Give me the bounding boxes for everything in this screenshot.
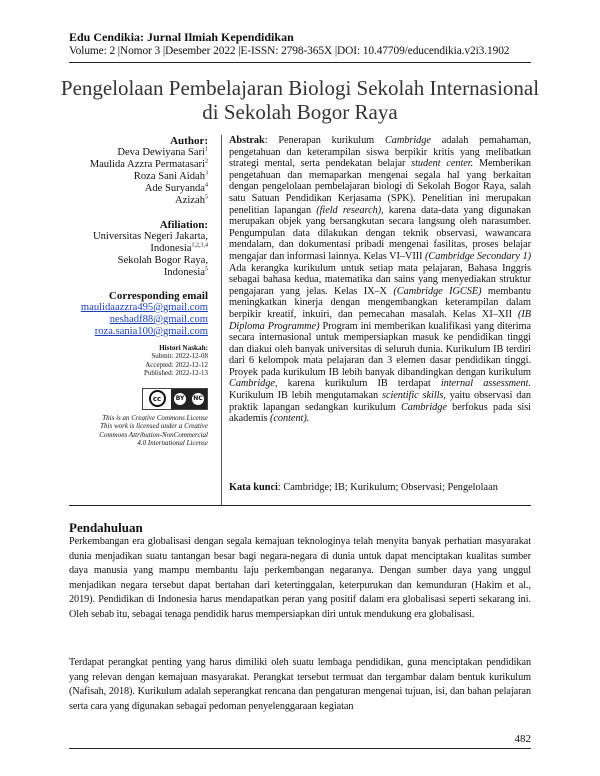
author-heading: Author: <box>170 135 208 147</box>
submit-date: Submit: 2022-12-08 <box>151 352 208 361</box>
affiliation-1-line-2: Indonesia$^{1,2,3,4}$ <box>150 242 208 254</box>
abstract-rule <box>69 505 531 506</box>
author-3: Roza Sani Aidah$^3$ <box>133 170 208 182</box>
keywords-heading: Kata kunci <box>229 482 278 493</box>
cc-license-badge-wrap <box>69 388 208 410</box>
email-link-2[interactable]: neshadf88@gmail.com <box>109 314 208 325</box>
author-4: Ade Suryanda$^4$ <box>144 182 208 194</box>
article-sidebar <box>69 135 208 448</box>
affiliation-1-line-1: Universitas Negeri Jakarta, <box>92 231 208 242</box>
body-paragraph-2: Terdapat perangkat penting yang harus dimiliki oleh suatu lembaga pendidikan, guna menciptakan pendidikan yang relevan dengan kemajuan masyarakat. Perangkat tersebut termuat dan tergambar dalam bentuk kurikulum (Nafisah, 2018). Kurikulum adalah seperangkat rencana dan pengaturan mengenai tujuan, isi, dan bahan pelajaran serta cara yang digunakan sebagai pedoman penyelenggaraan kegiatan <box>69 657 531 712</box>
journal-meta: Volume: 2 |Nomor 3 |Desember 2022 |E-ISSN: 2798-365X |DOI: 10.47709/educendikia.v2i3.1902 <box>69 45 510 57</box>
title-line-2: di Sekolah Bogor Raya <box>202 100 398 124</box>
author-5: Azizah$^5$ <box>175 194 208 206</box>
column-divider <box>221 135 222 505</box>
license-line-4: 4.0 International License <box>137 439 208 448</box>
title-line-1: Pengelolaan Pembelajaran Biologi Sekolah Internasional <box>60 76 540 100</box>
history-heading: Histori Naskah: <box>159 344 208 352</box>
header-rule <box>69 62 531 63</box>
author-2: Maulida Azzra Permatasari$^2$ <box>89 158 208 170</box>
paper-title <box>60 76 540 124</box>
journal-name: Edu Cendikia: Jurnal Ilmiah Kependidikan <box>69 30 294 44</box>
license-text <box>69 414 208 448</box>
abstract-text: Abstrak: Penerapan kurikulum Cambridge adalah pemahaman, pengetahuan dan keterampilan siswa berpikir kritis yang melibatkan strategi mental, serta pendekatan belajar student center. Memberikan pengetahuan dan memaparkan mengenai segala hal yang berkaitan dengan pengelolaan pembelajaran biologi di Sekolah Bogor Raya, salah satu Satuan Pendidikan Kerjasama (SPK). Penelitian ini merupakan penelitian lapangan (field research), karena data-data yang digunakan merupakan objek yang bersangkutan secara langsung oleh narasumber. Pengumpulan data dilakukan dengan teknik observasi, wawancara mendalam, dan dokumentasi pribadi mengenai fasilitas, proses belajar mengajar dan informasi lainnya. Kelas VI–VIII (Cambridge Secondary 1) Ada kerangka kurikulum untuk setiap mata pelajaran, Bahasa Inggris sebagai bahasa kedua, matematika dan sains yang menyediakan struktur pengajaran yang jelas. Kelas IX–X (Cambridge IGCSE) membantu meningkatkan kinerja dengan mengembangkan keterampilan dalam berpikir kreatif, inkuiri, dan pemecahan masalah. Kelas XI–XII (IB Diploma Programme) Program ini memberikan kualifikasi yang diterima secara internasional untuk mempersiapkan masuk ke pendidikan tinggi dan diakui oleh banyak universitas di seluruh dunia. Kurikulum IB terdiri dari 6 kelompok mata pelajaran dan 3 elemen dasar pendidikan tinggi. Proyek pada kurikulum IB lebih banyak dibandingkan dengan kurikulum Cambridge, karena kurikulum IB terdapat internal assessment. Kurikulum IB lebih mengutamakan scientific skills, yaitu observasi dan praktik lapangan sedangkan kurikulum Cambridge berfokus pada sisi akademis (content). <box>229 135 532 425</box>
email-link-1[interactable]: maulidaazzra495@gmail.com <box>80 302 208 313</box>
affiliation-heading: Afiliation: <box>159 219 208 231</box>
body-paragraph-1: Perkembangan era globalisasi dengan segala kemajuan teknologinya telah menyita banyak perhatian masyarakat dunia menjadikan suatu tantangan besar bagi negara-negara di dunia untuk dapat menciptakan kualitas sumber daya manusia yang mampu membantu laju perkembangan negaranya. Dengan sumber daya yang unggul menjadikan negara tersebut dapat bertahan dari ketertinggalan, keterpurukan dan kemunduran (Hakim et al., 2019). Pendidikan di Indonesia harus mendapatkan peran yang positif dalam era globalisasi seperti sekarang ini. Oleh sebab itu, sebagai tenaga pendidik harus mempersiapkan diri untuk mendukung era globalisasi. <box>69 536 531 620</box>
license-line-1: This is an Creative Commons License <box>102 413 208 422</box>
license-line-2: This work is licensed under a Creative <box>100 422 208 431</box>
email-link-3[interactable]: roza.sania100@gmail.com <box>94 326 208 337</box>
page-number: 482 <box>514 733 531 745</box>
accepted-date: Accepted: 2022-12-12 <box>145 360 208 369</box>
corresponding-heading: Corresponding email <box>108 290 208 302</box>
published-date: Published: 2022-12-13 <box>144 369 208 378</box>
keywords <box>229 482 531 493</box>
cc-license-badge[interactable] <box>142 388 208 410</box>
affiliation-2-line-2: Indonesia$^5$ <box>163 266 208 278</box>
section-heading: Pendahuluan <box>69 520 143 535</box>
keywords-text: : Cambridge; IB; Kurikulum; Observasi; Pengelolaan <box>277 482 498 493</box>
cc-icon: cc <box>149 390 166 407</box>
license-line-3: Commons Attribution-NonCommercial <box>99 430 208 439</box>
nc-icon: NC <box>192 393 204 405</box>
by-icon: BY <box>174 393 186 405</box>
affiliation-2-line-1: Sekolah Bogor Raya, <box>117 255 208 266</box>
abstract-heading: Abstrak <box>229 135 265 146</box>
footer-rule <box>69 748 531 749</box>
manuscript-history <box>69 344 208 378</box>
author-1: Deva Dewiyana Sari$^1$ <box>117 146 208 158</box>
